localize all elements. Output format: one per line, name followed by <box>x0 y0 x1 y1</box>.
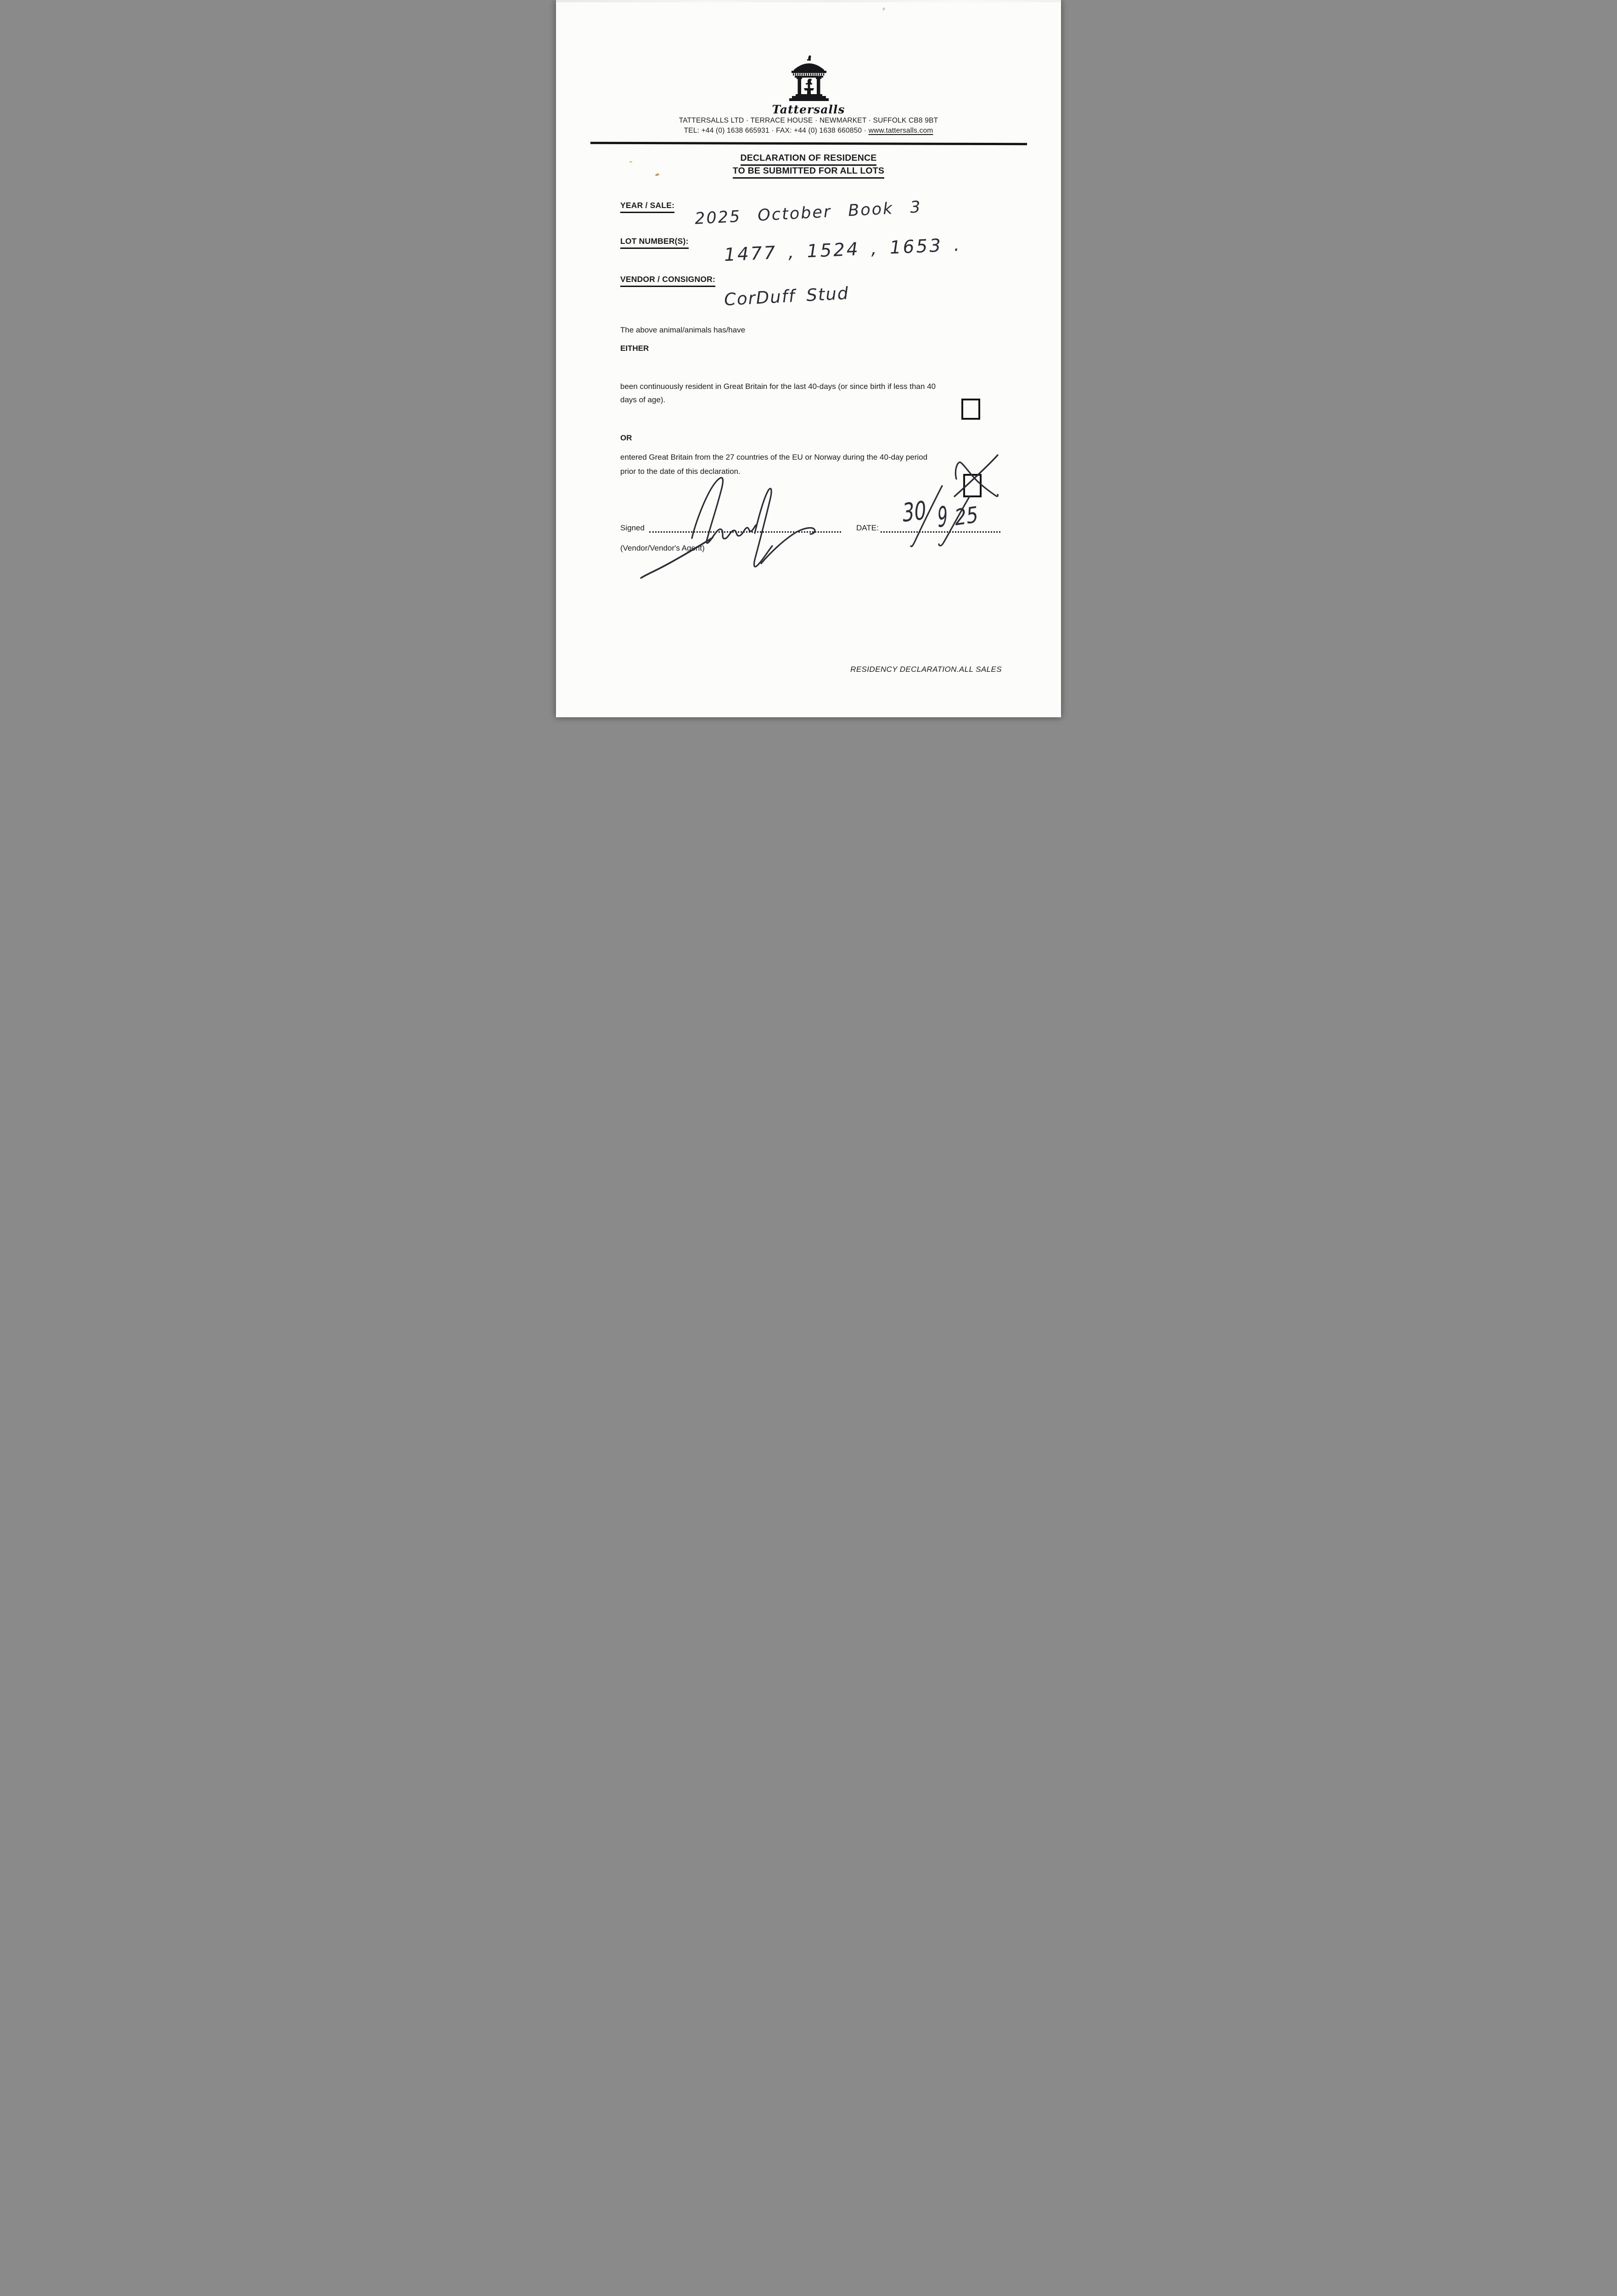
scan-speck <box>882 7 886 11</box>
vendor-agent-caption: (Vendor/Vendor's Agent) <box>620 544 705 552</box>
brand-wordmark <box>556 103 1061 116</box>
lot-numbers-label: LOT NUMBER(S): <box>620 236 689 249</box>
year-sale-handwritten-value[interactable]: 2025 October Book 3 <box>694 198 922 228</box>
lot-numbers-handwritten-value[interactable]: 1477 , 1524 , 1653 . <box>724 234 962 266</box>
date-handwritten-value <box>887 481 1006 555</box>
either-clause-line1: been continuously resident in Great Britain for the last 40-days (or since birth if less than 40 <box>620 382 936 391</box>
either-label: EITHER <box>620 344 649 353</box>
vendor-handwritten-value[interactable]: CorDuff Stud <box>724 283 850 310</box>
or-clause-line2: prior to the date of this declaration. <box>620 467 741 476</box>
intro-statement: The above animal/animals has/have <box>620 326 746 334</box>
date-label: DATE: <box>856 523 879 532</box>
or-checkbox[interactable] <box>963 474 982 497</box>
year-sale-label: YEAR / SALE: <box>620 201 674 213</box>
or-clause-line1: entered Great Britain from the 27 countries of the EU or Norway during the 40-day period <box>620 453 928 461</box>
form-title-line1: DECLARATION OF RESIDENCE <box>741 153 877 166</box>
or-clause <box>620 450 1002 478</box>
letterhead-divider-rule <box>590 142 1027 145</box>
website-link[interactable]: www.tattersalls.com <box>868 127 933 135</box>
vendor-consignor-label: VENDOR / CONSIGNOR: <box>620 275 715 287</box>
form-title-line2-wrap <box>556 166 1061 179</box>
either-clause <box>620 380 1002 406</box>
form-title-line1-wrap <box>556 153 1061 166</box>
tattersalls-logo-icon <box>788 54 830 102</box>
year-sale-label-wrap <box>620 201 674 213</box>
date-slash-1 <box>911 486 942 546</box>
vendor-label-wrap <box>620 275 715 287</box>
footer-document-reference: RESIDENCY DECLARATION.ALL SALES <box>850 665 1002 674</box>
either-clause-line2: days of age). <box>620 395 666 404</box>
scan-edge-noise <box>556 0 1061 2</box>
scan-speck <box>629 161 632 163</box>
letterhead-address-line: TATTERSALLS LTD · TERRACE HOUSE · NEWMARKET · SUFFOLK CB8 9BT <box>679 117 938 124</box>
or-label: OR <box>620 433 632 442</box>
date-dotted-line[interactable] <box>881 519 1000 533</box>
scanned-declaration-of-residence-form <box>556 0 1061 717</box>
date-year: 25 <box>953 502 980 531</box>
date-month: 9 <box>937 500 949 534</box>
contact-numbers: TEL: +44 (0) 1638 665931 · FAX: +44 (0) 1638 660850 · <box>684 127 869 135</box>
letterhead-contact-line <box>556 127 1061 135</box>
signed-dotted-line[interactable] <box>649 519 841 533</box>
brand-name: Tattersalls <box>772 103 845 116</box>
form-title-line2: TO BE SUBMITTED FOR ALL LOTS <box>733 166 884 179</box>
date-day: 30 <box>901 495 927 528</box>
signed-label: Signed <box>620 523 645 532</box>
either-checkbox[interactable] <box>961 399 980 420</box>
lot-numbers-label-wrap <box>620 236 689 249</box>
